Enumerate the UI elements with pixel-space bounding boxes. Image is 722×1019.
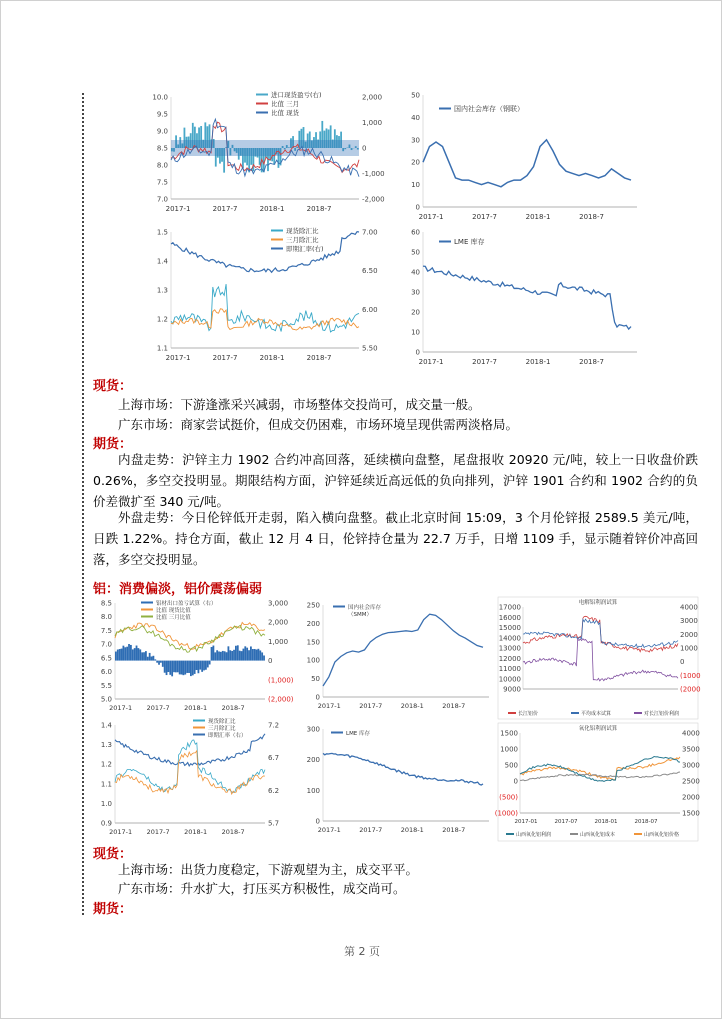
ac2-xtick-1: 2017-7 <box>359 702 383 710</box>
ac1-bar-1 <box>117 650 119 661</box>
ac2-ytick-0: 250 <box>306 601 320 610</box>
ac4-legend-label-1: 三月除汇比 <box>208 726 236 732</box>
ac1-bar-54 <box>216 650 218 660</box>
ac1-bar-47 <box>203 661 205 671</box>
zc2-xtick-1: 2017-7 <box>472 213 497 221</box>
zc1-xtick-1: 2017-7 <box>212 205 238 213</box>
zc1-legend-label-1: 比值 三月 <box>271 100 300 108</box>
ac1-ytick-left-4: 6.5 <box>100 654 112 663</box>
ac1-ytick-left-3: 7.0 <box>100 640 112 649</box>
ac1-xtick-2: 2018-1 <box>184 704 208 712</box>
ac1-bar-57 <box>222 651 224 661</box>
ac1-bar-43 <box>196 661 198 670</box>
al-spot-heading: 现货： <box>93 847 133 862</box>
ac1-bar-26 <box>164 661 166 673</box>
ac3-ytick-left-8: 9000 <box>503 685 521 694</box>
zc1-ytick-left-0: 10.0 <box>152 93 168 102</box>
ac1-bar-58 <box>224 651 226 660</box>
zc3-xtick-2: 2018-1 <box>259 354 285 362</box>
ac1-bar-3 <box>121 649 123 661</box>
ac2-ytick-1: 200 <box>306 619 320 628</box>
ac6-ytick-left-5: (1000) <box>494 809 518 818</box>
zc4-ytick-6: 0 <box>415 348 420 357</box>
zinc-import-profit-svg <box>141 89 401 219</box>
zc1-ytick-right-0: 2,000 <box>362 93 383 102</box>
zc3-ytick-left-2: 1.3 <box>156 286 168 295</box>
ac6-ytick-right-4: 2000 <box>682 793 700 802</box>
ac3-ytick-left-7: 10000 <box>498 675 521 684</box>
zc2-xtick-2: 2018-1 <box>525 213 551 221</box>
zc2-ytick-1: 40 <box>411 113 420 122</box>
zc2-legend-label-0: 国内社会库存（钢联） <box>454 105 524 113</box>
ac3-bg <box>498 597 698 719</box>
ac1-ytick-left-0: 8.5 <box>100 599 112 608</box>
ac2-xtick-2: 2018-1 <box>400 702 424 710</box>
ac5-line <box>323 753 483 785</box>
ac1-bar-72 <box>250 646 252 660</box>
ac1-bar-9 <box>132 649 134 660</box>
zc1-ytick-left-4: 8.0 <box>156 161 168 170</box>
ac1-bar-44 <box>198 661 200 674</box>
ac2-legend-label-0: 国内社会库存 <box>348 605 382 611</box>
ac1-ytick-right-5: (2,000) <box>268 695 294 704</box>
ac1-line-spot <box>115 623 265 650</box>
ac1-bar-14 <box>141 652 143 660</box>
zc3-ytick-right-0: 7.00 <box>362 228 378 237</box>
zc1-ytick-left-5: 7.5 <box>156 178 168 187</box>
ac1-bar-59 <box>226 652 228 660</box>
ac1-bar-76 <box>258 649 260 661</box>
ac4-ytick-left-3: 1.1 <box>100 780 112 789</box>
ac1-bar-13 <box>139 649 141 660</box>
ac6-ytick-left-4: (500) <box>499 793 518 802</box>
ac1-bar-69 <box>244 646 246 660</box>
ac5-legend-label-0: LME 库存 <box>346 731 371 737</box>
ac4-ytick-left-4: 1.0 <box>100 799 112 808</box>
zc1-ytick-left-1: 9.5 <box>156 110 168 119</box>
ac3-ytick-right-5: (1000 <box>680 671 701 680</box>
ac6-ytick-left-3: 0 <box>513 777 518 786</box>
zc2-xtick-3: 2018-7 <box>579 213 604 221</box>
ac1-bar-18 <box>149 653 151 661</box>
ac3-ytick-left-1: 16000 <box>498 613 521 622</box>
ac1-bar-71 <box>248 650 250 660</box>
zc4-xtick-0: 2017-1 <box>418 358 444 366</box>
ac1-bar-56 <box>220 652 222 661</box>
aluminum-section-title: 铝：消费偏淡，铝价震荡偏弱 <box>93 582 263 597</box>
zc1-ytick-left-3: 8.5 <box>156 144 168 153</box>
ac1-bar-8 <box>130 645 132 661</box>
ac1-bar-23 <box>158 661 160 665</box>
ac6-ytick-left-0: 1500 <box>500 729 518 738</box>
zc1-band <box>171 140 359 156</box>
ac1-bar-74 <box>254 649 256 661</box>
ac1-bar-27 <box>166 661 168 675</box>
zinc-lme-inventory-svg <box>399 224 649 369</box>
al-electrolytic-profit-chart <box>498 597 701 719</box>
ac1-xtick-0: 2017-1 <box>109 704 133 712</box>
zc3-xtick-1: 2017-7 <box>212 354 238 362</box>
ac1-bar-16 <box>145 651 147 660</box>
ac1-bar-22 <box>156 661 158 663</box>
ac1-ytick-left-1: 8.0 <box>100 613 112 622</box>
ac2-ytick-2: 150 <box>306 638 320 647</box>
ac6-ytick-right-0: 4000 <box>682 729 700 738</box>
ac1-legend-label-0: 铝材出口盈亏试算（右） <box>156 601 217 607</box>
zc4-ytick-5: 10 <box>411 328 420 337</box>
ac1-bar-11 <box>136 646 138 661</box>
ac1-bar-4 <box>123 646 125 661</box>
zc3-ytick-left-3: 1.2 <box>156 315 168 324</box>
ac5-ytick-1: 200 <box>306 756 320 765</box>
ac1-bar-19 <box>151 656 153 660</box>
zinc-social-inventory-svg <box>399 89 649 219</box>
zc1-xtick-2: 2018-1 <box>259 205 285 213</box>
ac1-bar-41 <box>192 661 194 676</box>
ac6-ytick-left-1: 1000 <box>500 745 518 754</box>
al-export-profit-svg <box>93 597 298 715</box>
ac1-bar-66 <box>239 651 241 661</box>
ac2-line <box>323 614 483 686</box>
ac1-bar-39 <box>188 661 190 673</box>
ac1-bar-36 <box>183 661 185 676</box>
ac6-ytick-right-5: 1500 <box>682 809 700 818</box>
ac2-legend-label-1: （SMM） <box>348 612 372 618</box>
zc4-xtick-2: 2018-1 <box>525 358 551 366</box>
zc4-ytick-3: 30 <box>411 288 420 297</box>
ac5-xtick-3: 2018-7 <box>442 826 466 834</box>
ac1-bar-40 <box>190 661 192 677</box>
ac2-ytick-3: 100 <box>306 656 320 665</box>
ac1-bar-65 <box>237 645 239 660</box>
ac1-ytick-right-4: (1,000) <box>268 676 294 685</box>
zinc-spot-guangdong: 广东市场：商家尝试挺价，但成交仍困难，市场环境呈现供需两淡格局。 <box>118 417 519 432</box>
ac1-bar-24 <box>160 661 162 663</box>
al-spot-guangdong: 广东市场：升水扩大，打压买方积极性，成交尚可。 <box>118 881 406 896</box>
ac1-bar-7 <box>128 644 130 661</box>
zc1-ytick-left-2: 9.0 <box>156 127 168 136</box>
ac4-ytick-right-3: 5.7 <box>268 819 280 828</box>
ac1-bar-73 <box>252 649 254 661</box>
ac1-xtick-1: 2017-7 <box>146 704 170 712</box>
zinc-futures-heading: 期货： <box>93 437 133 452</box>
ac3-ytick-right-6: (2000 <box>680 685 701 694</box>
ac1-bar-28 <box>168 661 170 672</box>
ac1-bar-75 <box>256 650 258 661</box>
ac1-bar-64 <box>235 646 237 661</box>
ac6-ytick-right-2: 3000 <box>682 761 700 770</box>
ac1-bar-53 <box>214 652 216 660</box>
zc2-ytick-0: 50 <box>411 91 420 100</box>
ac3-ytick-right-3: 1000 <box>680 644 698 653</box>
ac4-legend-label-0: 现货除汇比 <box>208 719 236 725</box>
ac1-bar-20 <box>153 656 155 661</box>
ac1-bar-32 <box>175 661 177 673</box>
al-social-inventory-chart <box>303 597 495 715</box>
ac1-bar-62 <box>231 651 233 661</box>
zc1-legend-label-0: 进口现货盈亏(右) <box>271 91 322 99</box>
ac1-bar-33 <box>177 661 179 673</box>
ac1-bar-10 <box>134 648 136 660</box>
ac3-ytick-right-0: 4000 <box>680 603 698 612</box>
zinc-social-inventory-chart <box>399 89 649 219</box>
ac1-bar-61 <box>229 650 231 660</box>
al-lme-inventory-svg <box>303 717 495 837</box>
zc1-ytick-right-2: 0 <box>362 144 367 153</box>
ac1-ytick-left-2: 7.5 <box>100 626 112 635</box>
ac1-ytick-left-7: 5.0 <box>100 695 112 704</box>
ac1-ytick-right-0: 3,000 <box>268 599 289 608</box>
zc1-xtick-3: 2018-7 <box>306 205 332 213</box>
zinc-lme-inventory-chart <box>399 224 649 369</box>
ac3-title: 电解铝利润试算 <box>578 600 618 606</box>
ac4-ytick-left-5: 0.9 <box>100 819 112 828</box>
ac4-legend-label-2: 即期汇率（右） <box>208 733 247 739</box>
al-fx-ratio-chart <box>93 717 298 837</box>
zc3-legend-label-2: 即期汇率(右) <box>286 245 324 253</box>
ac3-legend-label-1: 平均成本试算 <box>581 711 612 717</box>
ac6-ytick-left-2: 500 <box>504 761 518 770</box>
ac1-bar-2 <box>119 649 121 661</box>
ac1-bar-31 <box>173 661 175 673</box>
ac1-bar-51 <box>211 647 213 661</box>
zinc-spot-shanghai: 上海市场：下游逢涨采兴减弱，市场整体交投尚可，成交量一般。 <box>118 397 481 412</box>
ac2-ytick-4: 50 <box>311 675 320 684</box>
al-export-profit-chart <box>93 597 298 715</box>
zc2-line <box>423 140 631 187</box>
zc3-ytick-left-1: 1.4 <box>156 257 168 266</box>
ac6-xtick-3: 2018-07 <box>634 819 658 825</box>
zc4-ytick-1: 50 <box>411 248 420 257</box>
ac1-bar-29 <box>169 661 171 675</box>
ac1-bar-30 <box>171 661 173 677</box>
zc4-ytick-2: 40 <box>411 268 420 277</box>
zc4-line <box>423 266 631 329</box>
zc2-ytick-4: 10 <box>411 181 420 190</box>
ac6-legend-label-2: 山西氧化铝价格 <box>644 832 680 838</box>
ac4-ytick-left-1: 1.3 <box>100 741 112 750</box>
zc1-xtick-0: 2017-1 <box>165 205 191 213</box>
zinc-import-profit-chart <box>141 89 401 219</box>
ac4-line-3m <box>115 751 265 794</box>
zc2-xtick-0: 2017-1 <box>418 213 444 221</box>
ac5-xtick-0: 2017-1 <box>317 826 341 834</box>
ac4-xtick-0: 2017-1 <box>109 828 133 836</box>
zc3-ytick-right-2: 6.00 <box>362 305 378 314</box>
ac3-ytick-left-4: 13000 <box>498 644 521 653</box>
ac3-ytick-left-5: 12000 <box>498 654 521 663</box>
ac4-xtick-2: 2018-1 <box>184 828 208 836</box>
ac1-bar-63 <box>233 650 235 661</box>
ac4-ytick-left-2: 1.2 <box>100 760 112 769</box>
zc2-ytick-2: 30 <box>411 136 420 145</box>
ac1-ytick-left-6: 5.5 <box>100 681 112 690</box>
ac1-bar-79 <box>263 655 265 660</box>
ac1-bar-37 <box>184 661 186 675</box>
al-lme-inventory-chart <box>303 717 495 837</box>
ac4-ytick-right-1: 6.7 <box>268 754 280 763</box>
zc2-ytick-5: 0 <box>415 203 420 212</box>
ac4-xtick-3: 2018-7 <box>221 828 245 836</box>
ac6-title: 氧化铝利润试算 <box>578 726 618 732</box>
ac1-bar-12 <box>138 648 140 660</box>
ac1-bar-45 <box>199 661 201 670</box>
ac1-bar-70 <box>246 648 248 661</box>
ac5-ytick-3: 0 <box>315 817 320 826</box>
ac1-bar-0 <box>115 652 117 661</box>
ac1-ytick-left-5: 6.0 <box>100 668 112 677</box>
ac3-ytick-right-2: 2000 <box>680 630 698 639</box>
zc3-ytick-right-1: 6.50 <box>362 267 378 276</box>
zc1-ytick-right-3: -1,000 <box>362 170 385 178</box>
ac5-xtick-2: 2018-1 <box>400 826 424 834</box>
ac3-ytick-left-2: 15000 <box>498 624 521 632</box>
ac1-bar-15 <box>143 652 145 660</box>
zc3-xtick-0: 2017-1 <box>165 354 191 362</box>
ac1-bar-49 <box>207 661 209 668</box>
zinc-futures-foreign: 外盘走势：今日伦锌低开走弱，陷入横向盘整。截止北京时间 15:09，3 个月伦锌报 2589.5 美元/吨，日跌 1.22%。持仓方面，截止 12 月 4 日，伦锌持仓量为 22.7 万手，日增 1109 手，显示随着锌价冲高回落，多空交投明显。 <box>93 510 698 567</box>
zc2-ytick-3: 20 <box>411 158 420 167</box>
zc4-legend-label-0: LME 库存 <box>454 238 485 246</box>
ac1-bar-5 <box>124 647 126 660</box>
ac1-bar-68 <box>243 649 245 661</box>
al-electrolytic-profit-svg <box>498 597 701 719</box>
page-number: 第 2 页 <box>344 945 380 958</box>
zinc-futures-domestic: 内盘走势：沪锌主力 1902 合约冲高回落，延续横向盘整，尾盘报收 20920 元/吨，较上一日收盘价跌 0.26%，多空交投明显。期限结构方面，沪锌延续近高远低的负向排列，沪锌 1901 合约和 1902 合约的负价差微扩至 340 元/吨。 <box>93 452 698 509</box>
zc3-ytick-left-4: 1.1 <box>156 344 168 353</box>
al-fx-ratio-svg <box>93 717 298 837</box>
ac4-ytick-left-0: 1.4 <box>100 721 112 730</box>
zc3-legend-label-1: 三月除汇比 <box>286 236 319 244</box>
ac1-bar-60 <box>228 646 230 660</box>
ac3-ytick-right-4: 0 <box>680 658 685 667</box>
zc3-ytick-right-3: 5.50 <box>362 344 378 353</box>
al-alumina-profit-svg <box>494 723 700 841</box>
ac1-xtick-3: 2018-7 <box>221 704 245 712</box>
ac1-bar-21 <box>154 659 156 660</box>
zinc-spot-heading: 现货： <box>93 379 133 394</box>
zc3-line-3m <box>171 309 359 330</box>
ac1-bar-34 <box>179 661 181 675</box>
ac6-ytick-right-3: 2500 <box>682 777 700 786</box>
zc4-xtick-1: 2017-7 <box>472 358 497 366</box>
margin-rule <box>82 93 84 915</box>
zc1-ytick-right-4: -2,000 <box>362 195 385 204</box>
ac4-ytick-right-2: 6.2 <box>268 786 280 795</box>
ac2-xtick-3: 2018-7 <box>442 702 466 710</box>
ac3-legend-label-2: 对长江铝价利润 <box>644 711 680 717</box>
zc4-ytick-0: 60 <box>411 228 420 237</box>
al-spot-shanghai: 上海市场：出货力度稳定，下游观望为主，成交平平。 <box>118 862 419 877</box>
ac1-ytick-right-1: 2,000 <box>268 618 289 627</box>
ac1-bar-6 <box>126 647 128 661</box>
zc1-legend-label-2: 比值 现货 <box>271 109 300 117</box>
ac1-bar-25 <box>162 661 164 667</box>
zc4-ytick-4: 20 <box>411 308 420 317</box>
ac1-bar-67 <box>241 651 243 660</box>
zinc-fx-ratio-chart <box>141 224 401 369</box>
ac4-xtick-1: 2017-7 <box>146 828 170 836</box>
ac2-xtick-0: 2017-1 <box>317 702 341 710</box>
ac5-ytick-2: 100 <box>306 786 320 795</box>
ac1-bar-46 <box>201 661 203 672</box>
ac1-bar-48 <box>205 661 207 670</box>
ac1-ytick-right-3: 0 <box>268 657 273 666</box>
ac1-bar-35 <box>181 661 183 675</box>
ac2-ytick-5: 0 <box>315 693 320 702</box>
zc4-xtick-3: 2018-7 <box>579 358 604 366</box>
ac1-legend-label-2: 比值 三月比值 <box>156 615 191 621</box>
ac1-ytick-right-2: 1,000 <box>268 637 289 646</box>
ac4-ytick-right-0: 7.2 <box>268 721 280 730</box>
ac6-ytick-right-1: 3500 <box>682 745 700 754</box>
zc3-legend-label-0: 现货除汇比 <box>286 227 319 235</box>
zinc-fx-ratio-svg <box>141 224 401 369</box>
ac1-bar-55 <box>218 651 220 660</box>
zc3-xtick-3: 2018-7 <box>306 354 332 362</box>
al-alumina-profit-chart <box>494 723 700 841</box>
ac3-ytick-left-6: 11000 <box>498 665 521 673</box>
ac3-ytick-left-0: 17000 <box>498 603 521 612</box>
ac6-legend-label-0: 山西氧化铝利润 <box>516 832 552 838</box>
ac6-legend-label-1: 山西氧化铝成本 <box>580 832 616 838</box>
ac1-bar-17 <box>147 657 149 661</box>
ac1-bar-50 <box>209 661 211 665</box>
ac1-bar-78 <box>261 652 263 660</box>
ac3-legend-label-0: 长江铝价 <box>518 711 539 717</box>
ac1-legend-label-1: 比值 现货比值 <box>156 608 191 614</box>
ac6-xtick-2: 2018-01 <box>594 819 618 825</box>
ac5-xtick-1: 2017-7 <box>359 826 383 834</box>
al-social-inventory-svg <box>303 597 495 715</box>
ac6-xtick-1: 2017-07 <box>554 819 578 825</box>
zc3-ytick-left-0: 1.5 <box>156 228 168 237</box>
ac1-bar-38 <box>186 661 188 673</box>
zc3-line-fx <box>171 232 359 273</box>
al-futures-heading: 期货： <box>93 902 133 917</box>
zc1-ytick-right-1: 1,000 <box>362 119 383 127</box>
ac6-xtick-0: 2017-01 <box>514 819 538 825</box>
zc1-ytick-left-6: 7.0 <box>156 195 168 204</box>
ac3-ytick-left-3: 14000 <box>498 634 521 643</box>
ac1-bar-77 <box>259 650 261 660</box>
ac1-bar-42 <box>194 661 196 674</box>
ac5-ytick-0: 300 <box>306 725 320 734</box>
ac3-ytick-right-1: 3000 <box>680 617 698 626</box>
ac1-bar-52 <box>213 646 215 661</box>
